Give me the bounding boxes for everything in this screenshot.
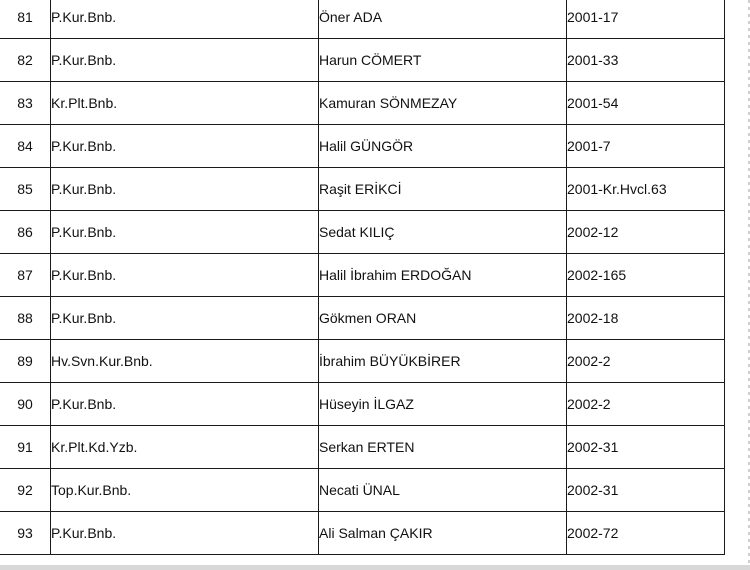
code-cell: 2001-17 [567,0,725,39]
rank-cell: Hv.Svn.Kur.Bnb. [51,340,319,383]
table-row [0,297,725,340]
name-cell: Hüseyin İLGAZ [319,383,567,426]
code-cell: 2002-165 [567,254,725,297]
name-cell: Halil İbrahim ERDOĞAN [319,254,567,297]
row-number: 91 [0,426,51,469]
table-row [0,125,725,168]
row-number: 88 [0,297,51,340]
row-number: 87 [0,254,51,297]
table-row [0,512,725,555]
code-cell: 2001-7 [567,125,725,168]
name-cell: Necati ÜNAL [319,469,567,512]
row-number: 84 [0,125,51,168]
name-cell: Raşit ERİKCİ [319,168,567,211]
rank-cell: P.Kur.Bnb. [51,383,319,426]
code-cell: 2002-18 [567,297,725,340]
name-cell: Sedat KILIÇ [319,211,567,254]
table-row [0,39,725,82]
rank-cell: Top.Kur.Bnb. [51,469,319,512]
table-row [0,211,725,254]
rank-cell: P.Kur.Bnb. [51,168,319,211]
name-cell: Ali Salman ÇAKIR [319,512,567,555]
code-cell: 2002-12 [567,211,725,254]
name-cell: İbrahim BÜYÜKBİRER [319,340,567,383]
table-row [0,469,725,512]
table-row [0,340,725,383]
row-number: 86 [0,211,51,254]
name-cell: Kamuran SÖNMEZAY [319,82,567,125]
table-row [0,254,725,297]
code-cell: 2001-Kr.Hvcl.63 [567,168,725,211]
row-number: 83 [0,82,51,125]
rank-cell: Kr.Plt.Kd.Yzb. [51,426,319,469]
name-cell: Gökmen ORAN [319,297,567,340]
rank-cell: P.Kur.Bnb. [51,512,319,555]
table-row [0,383,725,426]
viewer-bottom-bar [0,565,750,570]
row-number: 92 [0,469,51,512]
row-number: 93 [0,512,51,555]
name-cell: Harun CÖMERT [319,39,567,82]
name-cell: Öner ADA [319,0,567,39]
row-number: 90 [0,383,51,426]
rank-cell: P.Kur.Bnb. [51,297,319,340]
row-number: 82 [0,39,51,82]
row-number: 85 [0,168,51,211]
name-cell: Halil GÜNGÖR [319,125,567,168]
rank-cell: Kr.Plt.Bnb. [51,82,319,125]
table-row [0,0,725,39]
table-row [0,168,725,211]
code-cell: 2001-33 [567,39,725,82]
row-number: 89 [0,340,51,383]
rank-cell: P.Kur.Bnb. [51,0,319,39]
name-cell: Serkan ERTEN [319,426,567,469]
code-cell: 2002-2 [567,383,725,426]
rank-cell: P.Kur.Bnb. [51,254,319,297]
rank-cell: P.Kur.Bnb. [51,39,319,82]
code-cell: 2001-54 [567,82,725,125]
rank-cell: P.Kur.Bnb. [51,125,319,168]
code-cell: 2002-31 [567,469,725,512]
code-cell: 2002-31 [567,426,725,469]
code-cell: 2002-72 [567,512,725,555]
rank-cell: P.Kur.Bnb. [51,211,319,254]
table-row [0,82,725,125]
row-number: 81 [0,0,51,39]
table-row [0,426,725,469]
code-cell: 2002-2 [567,340,725,383]
